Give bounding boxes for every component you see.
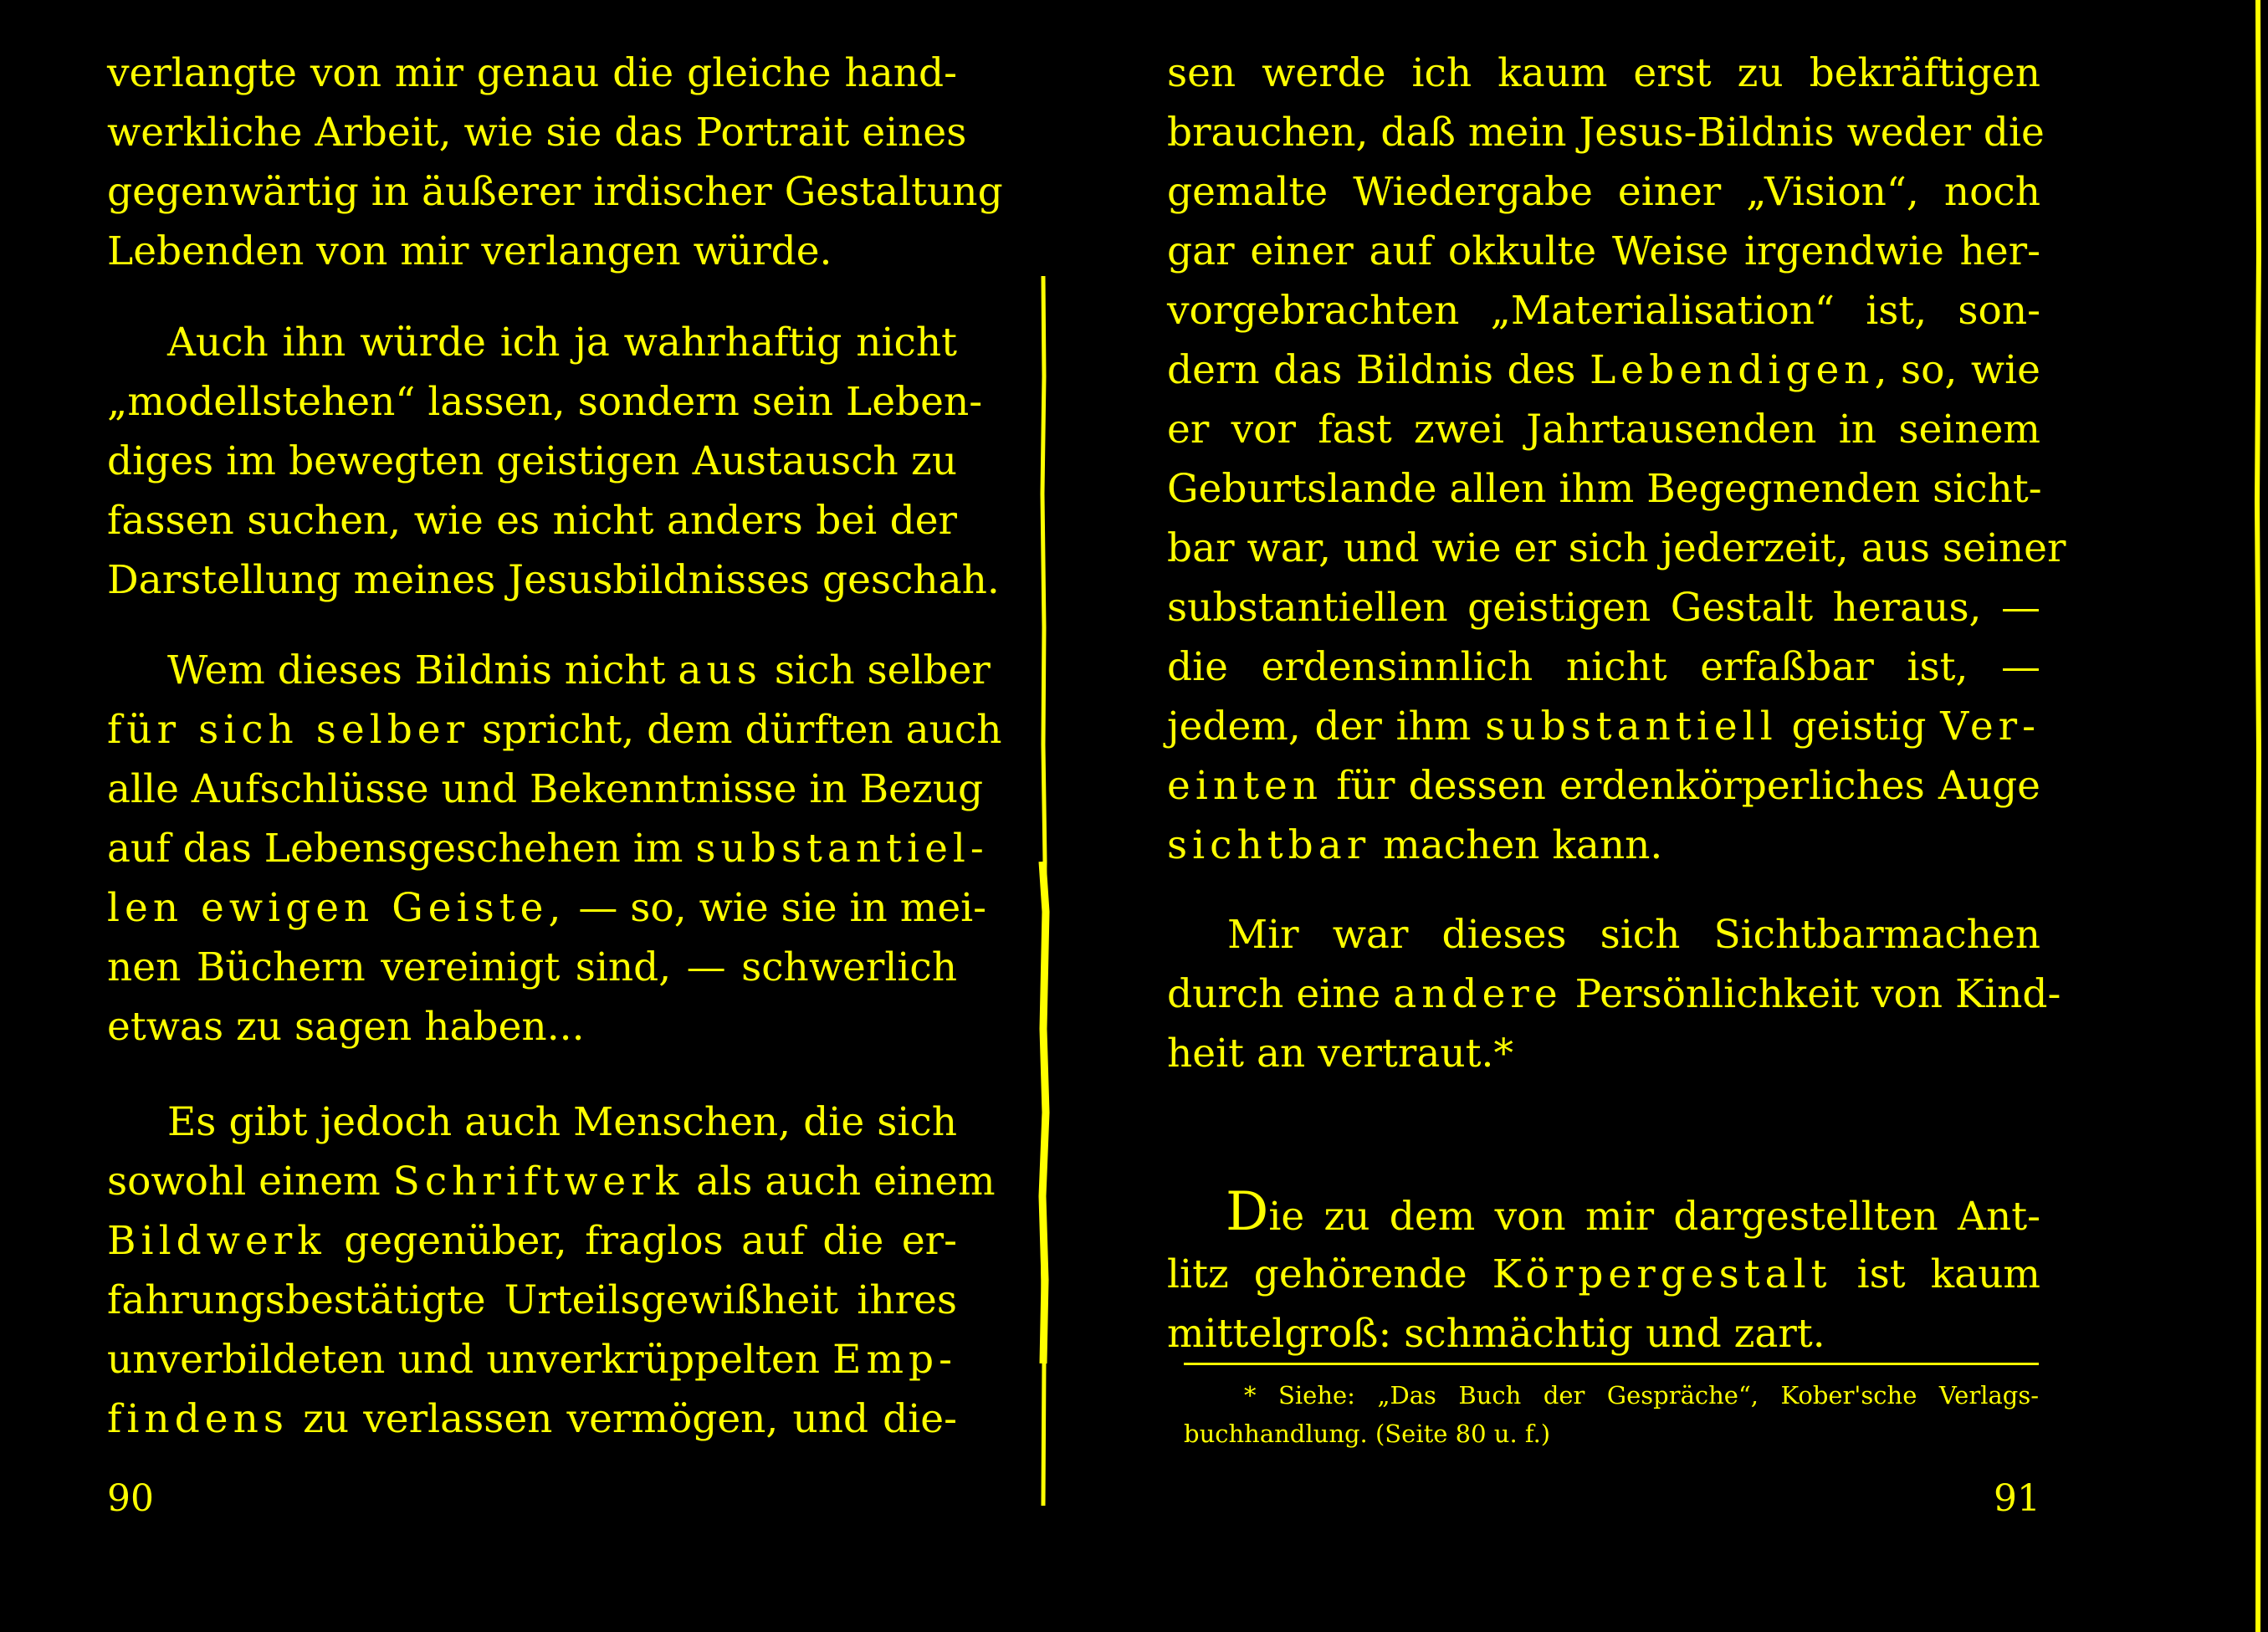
text-line: fahrungsbestätigte Urteilsgewißheit ihres bbox=[107, 1277, 957, 1323]
text-line: sowohl einem Schriftwerk als auch einem bbox=[107, 1159, 996, 1205]
text-line: nen Büchern vereinigt sind, — schwerlich bbox=[107, 944, 957, 990]
text-line: gar einer auf okkulte Weise irgendwie her- bbox=[1167, 228, 2040, 274]
text-line: Geburtslande allen ihm Begegnenden sicht- bbox=[1167, 466, 2042, 512]
text-line: vorgebrachten „Materialisation“ ist, son- bbox=[1167, 288, 2040, 334]
text-line: bar war, und wie er sich jederzeit, aus seiner bbox=[1167, 525, 2066, 571]
text-line: alle Aufschlüsse und Bekenntnisse in Bezug bbox=[107, 766, 984, 812]
text-line: findens zu verlassen vermögen, und die- bbox=[107, 1396, 957, 1442]
text-line: unverbildeten und unverkrüppelten Emp- bbox=[107, 1337, 957, 1383]
text-line: werkliche Arbeit, wie sie das Portrait eines bbox=[107, 110, 967, 156]
text-line: Mir war dieses sich Sichtbarmachen bbox=[1227, 912, 2040, 958]
page-number: 91 bbox=[1994, 1477, 2040, 1520]
text-line: jedem, der ihm substantiell geistig Ver- bbox=[1167, 703, 2040, 749]
text-line: für sich selber spricht, dem dürften auch bbox=[107, 707, 1002, 753]
text-line: die erdensinnlich nicht erfaßbar ist, — bbox=[1167, 644, 2040, 690]
paragraph-2 bbox=[107, 313, 1000, 610]
text-line: dern das Bildnis des Lebendigen, so, wie bbox=[1167, 347, 2040, 393]
text-line: er vor fast zwei Jahrtausenden in seinem bbox=[1167, 407, 2040, 453]
text-line: Es gibt jedoch auch Menschen, die sich bbox=[167, 1099, 957, 1145]
text-line: diges im bewegten geistigen Austausch zu bbox=[107, 438, 957, 484]
text-line: Die zu dem von mir dargestellten Ant- bbox=[1226, 1181, 2040, 1243]
text-line: etwas zu sagen haben... bbox=[107, 1004, 585, 1050]
text-line: litz gehörende Körpergestalt ist kaum bbox=[1167, 1251, 2040, 1297]
text-line: Darstellung meines Jesusbildnisses geschah. bbox=[107, 557, 1000, 603]
text-line: Lebenden von mir verlangen würde. bbox=[107, 228, 832, 274]
footnote bbox=[1184, 1376, 2039, 1453]
text-line: Bildwerk gegenüber, fraglos auf die er- bbox=[107, 1218, 957, 1264]
text-line: auf das Lebensgeschehen im substantiel- bbox=[107, 826, 989, 872]
paragraph-4 bbox=[107, 1092, 996, 1449]
binding-gutter bbox=[1036, 276, 1051, 1506]
paragraph-1 bbox=[1167, 43, 2066, 875]
text-line: sen werde ich kaum erst zu bekräftigen bbox=[1167, 50, 2040, 96]
paragraph-3 bbox=[1167, 1181, 2040, 1363]
paragraph-1 bbox=[107, 43, 1003, 281]
footnote-divider bbox=[1184, 1363, 2039, 1365]
text-line: gemalte Wiedergabe einer „Vision“, noch bbox=[1167, 169, 2040, 215]
text-line: einten für dessen erdenkörperliches Auge bbox=[1167, 763, 2040, 809]
paragraph-3 bbox=[107, 641, 1002, 1056]
text-line: verlangte von mir genau die gleiche hand- bbox=[107, 50, 957, 96]
text-line: substantiellen geistigen Gestalt heraus, — bbox=[1167, 585, 2040, 631]
text-line: sichtbar machen kann. bbox=[1167, 822, 1663, 868]
page-edge bbox=[2250, 0, 2268, 1632]
text-line: brauchen, daß mein Jesus-Bildnis weder die bbox=[1167, 110, 2045, 156]
paragraph-2 bbox=[1167, 905, 2061, 1083]
text-line: Auch ihn würde ich ja wahrhaftig nicht bbox=[167, 320, 957, 366]
text-line: mittelgroß: schmächtig und zart. bbox=[1167, 1311, 1825, 1357]
initial-capital: D bbox=[1226, 1181, 1269, 1243]
text-line: Wem dieses Bildnis nicht aus sich selber bbox=[167, 647, 991, 693]
text-line: gegenwärtig in äußerer irdischer Gestaltung bbox=[107, 169, 1003, 215]
footnote-line: * Siehe: „Das Buch der Gespräche“, Kober'sche Verlags- bbox=[1244, 1381, 2039, 1409]
footnote-line: buchhandlung. (Seite 80 u. f.) bbox=[1184, 1420, 1551, 1448]
text-line: durch eine andere Persönlichkeit von Kind- bbox=[1167, 971, 2061, 1017]
text-line: len ewigen Geiste, — so, wie sie in mei- bbox=[107, 885, 987, 931]
text-line: fassen suchen, wie es nicht anders bei der bbox=[107, 498, 957, 544]
page-number: 90 bbox=[107, 1477, 154, 1520]
text-line: heit an vertraut.* bbox=[1167, 1031, 1513, 1077]
text-line: „modellstehen“ lassen, sondern sein Leben- bbox=[107, 379, 983, 425]
